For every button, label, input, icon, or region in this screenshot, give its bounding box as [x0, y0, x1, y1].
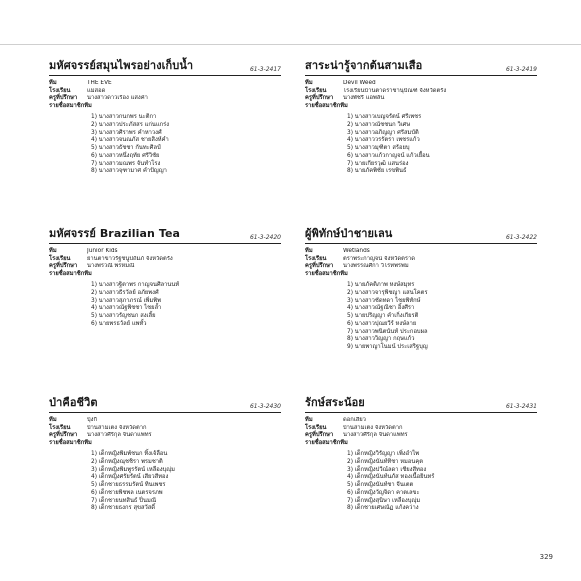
entry-2 [305, 59, 537, 176]
entry-meta [305, 80, 537, 110]
advisor-value: นางสาวศิริกุล จินดาแพทร [87, 432, 152, 439]
member-item: 1) เด็กหญิงพิมพ์ชนก ทิ้งเจ้ลือน [91, 451, 168, 458]
advisor-label: ครูที่ปรึกษา [49, 432, 78, 439]
member-item: 2) นางสาวประภัสสร แก่นแกร่ง [91, 122, 170, 129]
members-label: รายชื่อสมาชิกทีม [305, 270, 348, 277]
member-item: 4) นางสาวณัฐพิชชา ไชยล้ำ [91, 305, 162, 312]
entry-code: 61-3-2431 [505, 403, 537, 410]
team-value: Devil Weed [343, 80, 376, 86]
entry-header [305, 59, 537, 76]
member-item: 3) นางสาวสุภาภรณ์ เพิ่มพิพ [91, 297, 161, 304]
entry-header [305, 396, 537, 413]
page-number: 329 [539, 553, 553, 561]
team-value: บุ้งกี๋ [87, 417, 98, 423]
member-item: 3) เด็กหญิงพิมพูรรัตน์ เหลืองบุญุ่ม [91, 466, 176, 473]
member-item: 1) นายภัคติภาพ หงษ์สมุทร [347, 282, 415, 289]
advisor-value: นางพรวณี พรหมณี [87, 263, 135, 270]
team-label: ทีม [305, 248, 313, 254]
advisor-value: นางสาวศิริกุล จินดาแพทร [343, 432, 408, 439]
members-label: รายชื่อสมาชิกทีม [305, 439, 348, 446]
entry-meta [305, 248, 537, 278]
entry-code: 61-3-2417 [249, 66, 281, 73]
member-item: 4) นางสาวจนณภัส ชายสิงห์คำ [91, 137, 169, 144]
entry-meta [49, 417, 281, 447]
team-value: THE EVE [87, 80, 112, 86]
member-item: 1) นางสาวกนกพร นะติกา [91, 114, 157, 121]
member-item: 8) นายภัคพิชัย เรขพินธ์ [347, 168, 407, 175]
school-label: โรงเรียน [305, 87, 327, 94]
team-value: ดอกเสี้ยว [343, 417, 366, 423]
entry-title: ป่าคือชีวิต [49, 396, 98, 409]
entry-1 [49, 59, 281, 176]
team-label: ทีม [49, 248, 57, 254]
entry-header [305, 227, 537, 244]
entry-title: สาระน่ารู้จากต้นสามเสือ [305, 59, 423, 72]
member-item: 1) เด็กหญิงวิรัญญา เพิ่งอำไพ [347, 451, 420, 458]
member-item: 4) เด็กหญิงนันท์นภัส ทองเนื้อยินทร์ [347, 474, 435, 481]
school-value: โรงเรียนบ้านตาดราชานุบัณฑ์ จังหวัดตรัง [343, 87, 447, 94]
member-item: 6) เด็กหญิงวัญจิดา คาตเลขะ [347, 489, 420, 496]
member-list [91, 282, 281, 328]
member-item: 3) นางสาวชัดทดา ไชยพิทักษ์ [347, 297, 421, 304]
member-item: 6) เด็กชายพิชพล เนตรจรภพ [91, 489, 163, 496]
school-value: ตราพระกาญจน์ จังหวัดตราด [343, 255, 416, 262]
entry-5 [49, 396, 281, 513]
advisor-label: ครูที่ปรึกษา [305, 95, 334, 102]
members-label: รายชื่อสมาชิกทีม [49, 102, 92, 109]
member-item: 7) เด็กชายนทสินธ์ ปิ่นมณี [91, 497, 157, 504]
team-label: ทีม [305, 417, 313, 423]
entry-title: มหัศจรรย์ Brazilian Tea [49, 227, 181, 240]
entry-title: ผู้พิทักษ์ป่าชายเลน [305, 227, 393, 240]
member-item: 2) เด็กหญิงนันท์ทิชา หมอนคุต [347, 459, 423, 466]
entry-meta [305, 417, 537, 447]
member-list [347, 114, 537, 176]
entry-code: 61-3-2422 [505, 234, 537, 241]
school-value: บ้านสามเต็ง จังหวัดตาก [87, 424, 147, 431]
team-label: ทีม [49, 417, 57, 423]
member-item: 4) นางสาวณัฐณิชา อิ้งศีรา [347, 305, 415, 312]
advisor-value: นางพรรณศิกา วิโรทพรพม [343, 263, 409, 270]
member-item: 2) เด็กหญิงณุชชิรา พรมชาติ [91, 459, 163, 466]
member-item: 6) นางสาวหนึ่งฤทัย ศรีวิชัย [91, 152, 160, 159]
team-value: Wetlands [343, 248, 370, 254]
member-item: 5) นางสาวมุฑิตา สร้อยบุ [347, 145, 410, 152]
member-item: 6) นางสาวแก้วกาญจน์ แก้วเยื้อน [347, 152, 430, 159]
top-rule [0, 44, 581, 45]
member-item: 1) นางสาวฐิตาพร กาญจนศิลานนท์ [91, 282, 180, 289]
entry-3 [49, 227, 281, 329]
member-item: 7) นางสาวมณพร จันทำโรง [91, 160, 161, 167]
member-item: 5) นายปริญญา คำเกิ่งเกียรติ [347, 313, 419, 320]
team-value: Junior Kids [87, 248, 118, 254]
entry-header [49, 396, 281, 413]
member-item: 6) นายพรธวัลย์ แพทั้ว [91, 320, 147, 327]
member-list [347, 451, 537, 513]
member-list [91, 451, 281, 513]
entry-code: 61-3-2430 [249, 403, 281, 410]
member-item: 7) นางสาวพนิตนันท์ ประกอบผล [347, 328, 428, 335]
member-item: 9) นายพาญาโนมน์ ประเสริฐบุญ [347, 344, 428, 350]
member-item: 5) เด็กหญิงนันท์ชา จีนเตต [347, 482, 414, 489]
entry-header [49, 59, 281, 76]
entry-code: 61-3-2420 [249, 234, 281, 241]
member-item: 5) นางสาวรัญชนก สงเลี้ย [91, 313, 156, 320]
member-item: 8) เด็กชายเศษณัฏ แก้งคว่าง [347, 505, 419, 512]
entry-meta [49, 248, 281, 278]
member-item: 2) นางสาวณัชชนก วิเศษ [347, 122, 411, 129]
school-value: ย่านตาขาวรัฐชนูปถัมภ์ จังหวัดตรัง [87, 255, 173, 262]
member-item: 7) เด็กหญิงสุนิษา เหลืองบุญุ่ม [347, 497, 421, 504]
entry-header [49, 227, 281, 244]
school-label: โรงเรียน [305, 255, 327, 262]
entry-title: มหัศจรรย์สมุนไพรอย่างเก็บน้ำ [49, 59, 194, 72]
advisor-label: ครูที่ปรึกษา [49, 95, 78, 102]
advisor-value: นางพัชรี แอพลัน [343, 95, 385, 102]
member-item: 3) เด็กหญิงปวีณ์ลดา เชียงสีทอง [347, 466, 427, 473]
school-value: บ้านสามเต็ง จังหวัดตาก [343, 424, 403, 431]
entry-6 [305, 396, 537, 513]
school-label: โรงเรียน [305, 424, 327, 431]
members-label: รายชื่อสมาชิกทีม [49, 270, 92, 277]
entry-4 [305, 227, 537, 352]
school-label: โรงเรียน [49, 255, 71, 262]
member-list [347, 282, 537, 351]
school-label: โรงเรียน [49, 87, 71, 94]
advisor-label: ครูที่ปรึกษา [305, 432, 334, 439]
members-label: รายชื่อสมาชิกทีม [305, 102, 348, 109]
member-item: 1) นางสาวเบญจรัตน์ ศรีเพชร [347, 114, 422, 121]
entry-title: รักษ์สระน้อย [305, 396, 365, 409]
member-item: 7) นายเกียรวุฒิ แสนร่อง [347, 160, 409, 167]
member-item: 6) นางสาวปุณยวีร์ หงษ์ลาย [347, 320, 417, 327]
member-item: 5) นางสาวธัชชา กันทะศิลป์ [91, 145, 161, 152]
member-item: 8) เด็กชายธงกร สุขสวัสดิ์ [91, 505, 156, 512]
member-item: 2) นางสาวจารุพิชญา แสนโคตร [347, 290, 428, 297]
advisor-value: นางสาวดาวเรือง แสงคำ [87, 95, 148, 102]
member-item: 4) เด็กหญิงศรัยรัตน์ เสียวสีทอง [91, 474, 169, 481]
member-item: 8) นางสาววิญญา กฤษแก้ว [347, 336, 415, 343]
team-label: ทีม [49, 80, 57, 86]
member-item: 8) นางสาวจุฑามาศ คำปัญญา [91, 168, 167, 175]
entry-meta [49, 80, 281, 110]
member-item: 3) นางสาวศิราพร คำหาวงศ์ [91, 129, 162, 136]
member-list [91, 114, 281, 176]
entry-code: 61-3-2419 [505, 66, 537, 73]
member-item: 2) นางสาวธีรวัลย์ อภัยพงศ์ [91, 290, 159, 297]
member-item: 5) เด็กชายธรรมรัตน์ ทินเพชร [91, 482, 166, 489]
member-item: 4) นางสาววรรัตรา เพชรแก้ว [347, 137, 420, 144]
members-label: รายชื่อสมาชิกทีม [49, 439, 92, 446]
team-label: ทีม [305, 80, 313, 86]
school-label: โรงเรียน [49, 424, 71, 431]
advisor-label: ครูที่ปรึกษา [49, 263, 78, 270]
advisor-label: ครูที่ปรึกษา [305, 263, 334, 270]
member-item: 3) นางสาวอภิญญา ศรีสมบัติ [347, 129, 419, 136]
school-value: แม่สอด [87, 87, 106, 94]
